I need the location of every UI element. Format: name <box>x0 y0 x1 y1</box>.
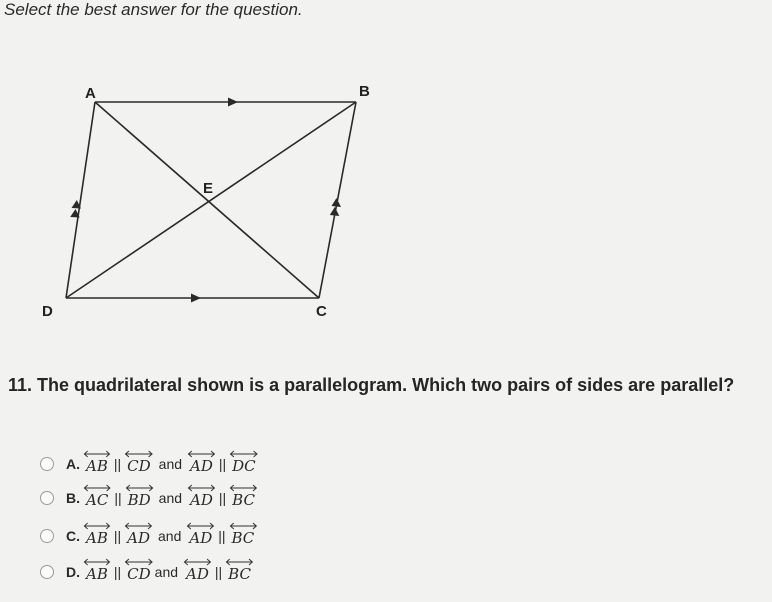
and-word: and <box>158 456 183 472</box>
parallel-symbol: || <box>113 564 122 580</box>
line-name: AD <box>127 529 150 547</box>
option-letter: C. <box>66 528 80 544</box>
double-arrow-icon <box>124 558 154 566</box>
and-word: and <box>154 564 179 580</box>
option-a[interactable] <box>40 452 258 476</box>
option-d[interactable] <box>40 560 253 584</box>
line-name: AC <box>86 491 109 509</box>
line-symbol <box>126 454 152 474</box>
parallel-symbol: || <box>218 456 227 472</box>
option-c[interactable] <box>40 524 256 548</box>
double-arrow-icon <box>183 558 212 566</box>
instruction-text: Select the best answer for the question. <box>4 0 303 19</box>
line-name: AD <box>186 565 209 583</box>
parallel-mark-bc-1 <box>332 198 342 207</box>
and-word: and <box>158 490 183 506</box>
double-arrow-icon <box>187 484 216 492</box>
line-symbol <box>85 562 109 582</box>
line-symbol <box>188 526 213 546</box>
line-name: CD <box>127 457 151 475</box>
line-symbol <box>85 454 109 474</box>
double-arrow-icon <box>225 558 254 566</box>
parallel-mark-ab <box>228 98 238 107</box>
line-name: AB <box>86 565 108 583</box>
label-e: E <box>203 180 214 197</box>
line-name: BC <box>231 529 255 547</box>
parallel-symbol: || <box>218 490 227 506</box>
label-c: C <box>316 303 327 320</box>
line-name: CD <box>127 565 151 583</box>
and-word: and <box>158 528 182 544</box>
parallel-mark-bc-2 <box>330 207 340 216</box>
option-letter: D. <box>66 564 80 580</box>
parallel-symbol: || <box>113 456 122 472</box>
parallel-symbol: || <box>113 528 122 544</box>
line-symbol <box>189 454 214 474</box>
line-name: AB <box>86 529 108 547</box>
option-letter: A. <box>66 456 80 472</box>
line-symbol <box>227 562 252 582</box>
line-name: BC <box>232 491 255 509</box>
double-arrow-icon <box>229 484 258 492</box>
line-name: BC <box>228 565 251 583</box>
double-arrow-icon <box>229 450 259 458</box>
double-arrow-icon <box>125 484 154 492</box>
label-b: B <box>359 83 370 100</box>
double-arrow-icon <box>229 522 258 530</box>
double-arrow-icon <box>83 484 111 492</box>
double-arrow-icon <box>83 522 111 530</box>
line-symbol <box>231 488 256 508</box>
line-symbol <box>85 526 109 546</box>
double-arrow-icon <box>83 450 111 458</box>
double-arrow-icon <box>124 450 154 458</box>
diagonal-ac <box>95 102 319 298</box>
radio-option-c[interactable] <box>40 529 54 543</box>
option-letter: B. <box>66 490 80 506</box>
line-name: AD <box>190 457 213 475</box>
double-arrow-icon <box>187 450 216 458</box>
radio-option-d[interactable] <box>40 565 54 579</box>
line-symbol <box>185 562 210 582</box>
parallel-symbol: || <box>214 564 223 580</box>
line-name: DC <box>232 457 256 475</box>
option-b[interactable] <box>40 486 257 510</box>
line-symbol <box>189 488 214 508</box>
line-symbol <box>126 526 151 546</box>
line-name: AD <box>190 491 213 509</box>
question-text: 11. The quadrilateral shown is a parallelogram. Which two pairs of sides are parallel? <box>8 375 735 395</box>
diagonal-bd <box>66 102 356 298</box>
double-arrow-icon <box>186 522 215 530</box>
line-symbol <box>127 488 152 508</box>
line-name: BD <box>127 491 151 509</box>
radio-option-a[interactable] <box>40 457 54 471</box>
radio-option-b[interactable] <box>40 491 54 505</box>
parallel-mark-dc <box>191 294 201 303</box>
line-name: AB <box>86 457 108 475</box>
line-symbol <box>231 454 257 474</box>
double-arrow-icon <box>83 558 111 566</box>
label-d: D <box>42 303 53 320</box>
line-symbol <box>231 526 256 546</box>
label-a: A <box>85 85 96 102</box>
line-name: AD <box>189 529 213 547</box>
side-da <box>66 102 95 298</box>
parallel-symbol: || <box>114 490 122 506</box>
parallel-symbol: || <box>218 528 226 544</box>
double-arrow-icon <box>124 522 153 530</box>
line-symbol <box>126 562 152 582</box>
line-symbol <box>85 488 109 508</box>
